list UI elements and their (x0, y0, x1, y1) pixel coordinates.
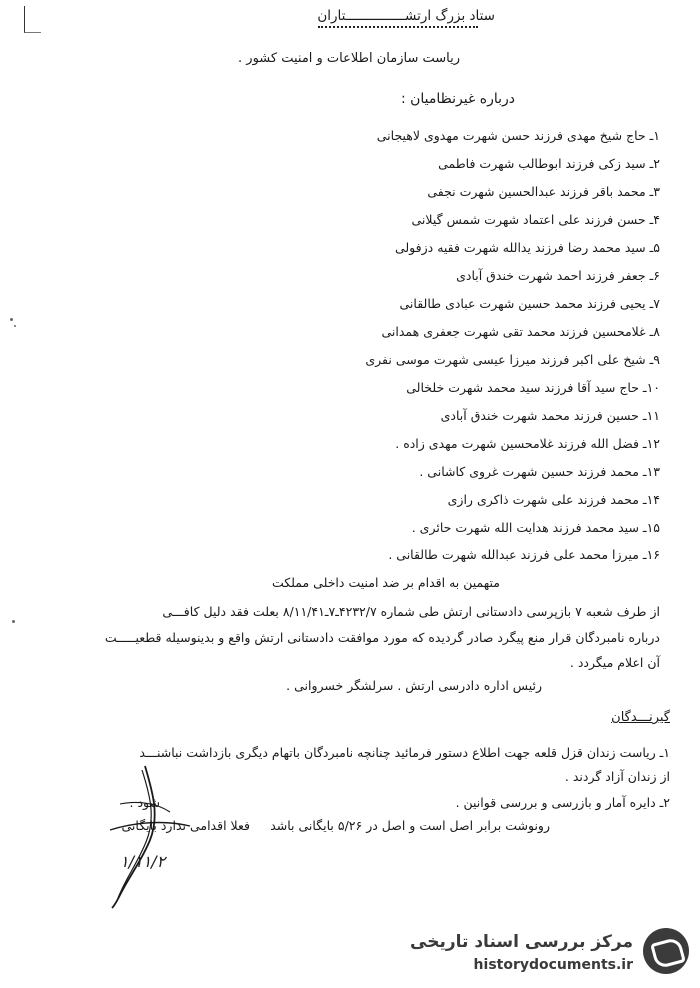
list-item: ۱۱ـ حسین فرزند محمد شهرت خندق آبادی (440, 408, 660, 423)
list-item: ۱ـ حاج شیخ مهدی فرزند حسن شهرت مهدوی لاهیجانی (376, 128, 660, 143)
list-item: ۱۲ـ فضل الله فرزند غلامحسین شهرت مهدی زاده . (395, 436, 660, 451)
corner-mark (24, 6, 41, 33)
paper-speck (10, 318, 13, 321)
signature-date: ۱/۱۱/۲ (120, 852, 166, 871)
list-item: ۱۳ـ محمد فرزند حسین شهرت غروی کاشانی . (419, 464, 660, 479)
handwritten-signature (90, 760, 200, 910)
shavad-note: شود . (129, 795, 160, 810)
body-line: از طرف شعبه ۷ بازپرسی دادستانی ارتش طی شماره ۴۲۳۲/۷ـ۷ـ۸/۱۱/۴۱ بعلت فقد دلیل کافـــی (162, 604, 660, 619)
recipient: ریاست سازمان اطلاعات و امنیت کشور . (238, 51, 460, 66)
watermark (410, 922, 695, 982)
list-item: ۶ـ جعفر فرزند احمد شهرت خندق آبادی (456, 268, 660, 283)
copy-line: ۲ـ دایره آمار و بازرسی و بررسی قوانین . (455, 795, 670, 810)
copies-title: گیرنـــدگان (611, 710, 670, 725)
subject: درباره غیرنظامیان : (400, 91, 515, 107)
list-item: ۱۴ـ محمد فرزند علی شهرت ذاکری رازی (447, 492, 660, 507)
list-item: ۱۰ـ حاج سید آقا فرزند سید محمد شهرت خلخالی (406, 380, 660, 395)
watermark-title: مرکز بررسی اسناد تاریخی (410, 932, 633, 952)
list-item: ۸ـ غلامحسین فرزند محمد تقی شهرت جعفری همدانی (381, 324, 660, 339)
currently-note: فعلا اقدامی ندارد بایگانی (121, 818, 250, 833)
copy-line: از زندان آزاد گردند . (564, 769, 670, 784)
signer: رئیس اداره دادرسی ارتش . سرلشگر خسروانی . (286, 678, 542, 693)
header-title: ستاد بزرگ ارتشـــــــــــــــتاران (317, 8, 495, 24)
paper-speck (12, 620, 15, 623)
list-item: ۷ـ یحیی فرزند محمد حسین شهرت عبادی طالقانی (399, 296, 660, 311)
list-item: ۵ـ سید محمد رضا فرزند یدالله شهرت فقیه دزفولی (394, 240, 660, 255)
copy-line: ۱ـ ریاست زندان قزل قلعه جهت اطلاع دستور فرمائید چنانچه نامبردگان باتهام دیگری بازداشت نباشنـــد (139, 745, 670, 760)
archive-logo-icon (643, 928, 689, 974)
list-item: ۱۵ـ سید محمد فرزند هدایت الله شهرت حائری . (411, 520, 660, 535)
list-item: ۹ـ شیخ علی اکبر فرزند میرزا عیسی شهرت موسی نفری (365, 352, 660, 367)
body-line: درباره نامبردگان قرار منع پیگرد صادر گردیده که مورد موافقت دادستانی ارتش واقع و بدینوسیله قطعیـــــت (104, 630, 660, 645)
list-item: ۴ـ حسن فرزند علی اعتماد شهرت شمس گیلانی (411, 212, 660, 227)
list-item: ۳ـ محمد باقر فرزند عبدالحسین شهرت نجفی (427, 184, 660, 199)
body-line: آن اعلام میگردد . (569, 655, 660, 670)
watermark-url: historydocuments.ir (473, 957, 633, 973)
footer-note: رونوشت برابر اصل است و اصل در ۵/۲۶ بایگانی باشد (270, 818, 550, 833)
accused-header: متهمین به اقدام بر ضد امنیت داخلی مملکت (271, 575, 500, 590)
list-item: ۲ـ سید زکی فرزند ابوطالب شهرت فاطمی (438, 156, 660, 171)
header-underline (318, 26, 478, 28)
list-item: ۱۶ـ میرزا محمد علی فرزند عبدالله شهرت طالقانی . (388, 547, 660, 562)
paper-speck (14, 325, 16, 327)
